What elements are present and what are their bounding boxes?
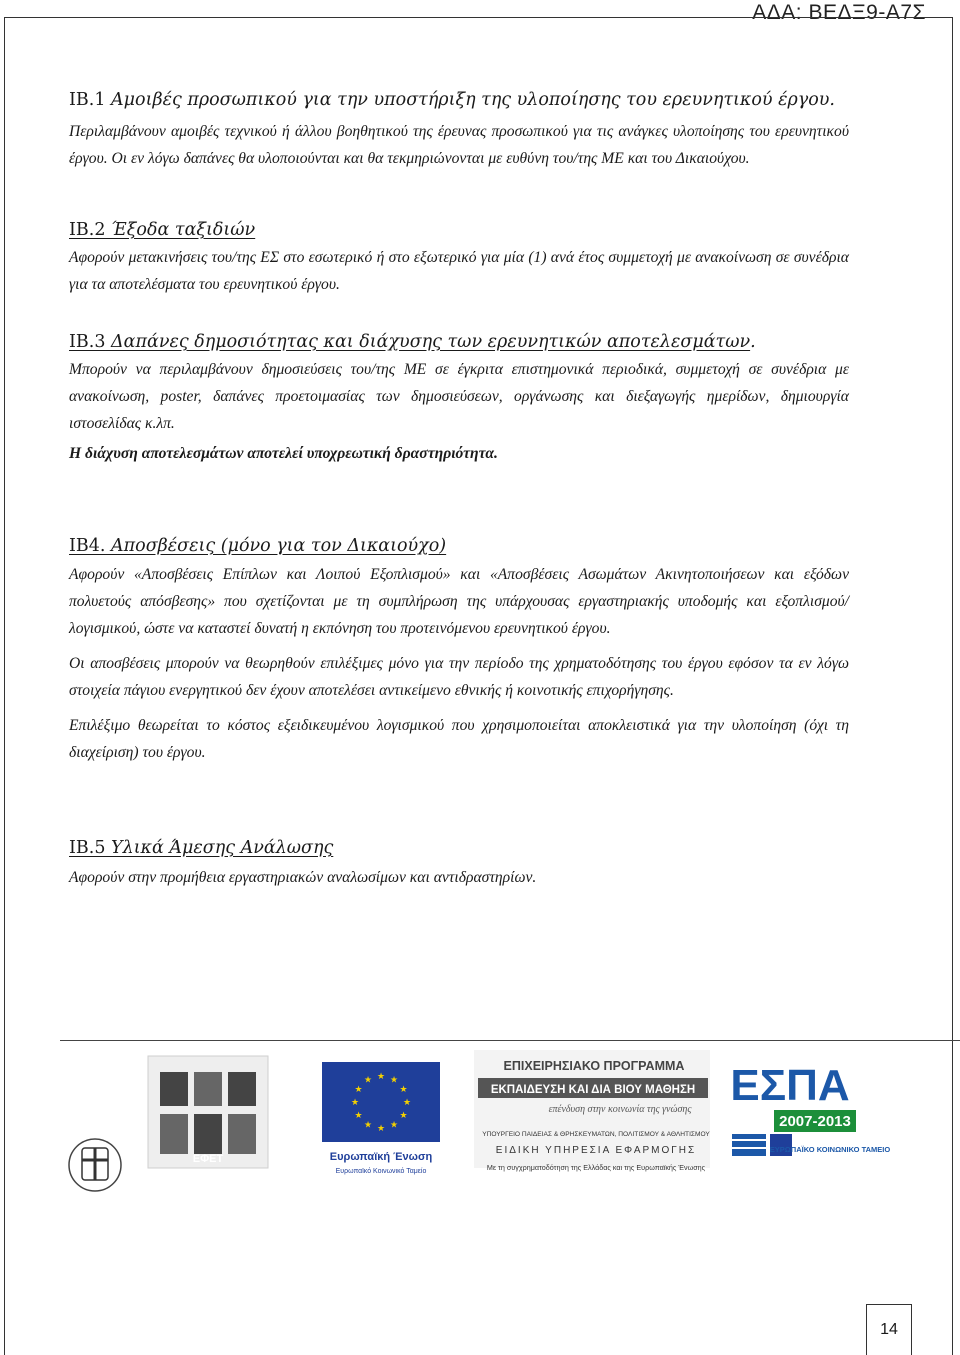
- section-ib3-title: Δαπάνες δημοσιότητας και διάχυσης των ερευνητικών αποτελεσμάτων: [105, 332, 751, 352]
- section-ib5-title: Υλικά Άμεσης Ανάλωσης: [105, 838, 334, 858]
- section-ib5-heading: [69, 836, 849, 861]
- eft-logo: [148, 1056, 268, 1168]
- eu-star: ★: [376, 1072, 386, 1082]
- section-ib1-number: ΙΒ.1: [69, 90, 106, 110]
- eu-label: Ευρωπαϊκή Ένωση: [329, 1151, 433, 1163]
- eu-star: ★: [399, 1085, 408, 1095]
- cofinance-note: Με τη συγχρηματοδότηση της Ελλάδας και της Ευρωπαϊκής Ένωσης: [486, 1163, 706, 1172]
- eu-star: ★: [376, 1124, 386, 1134]
- section-ib3-bold-note: Η διάχυση αποτελεσμάτων αποτελεί υποχρεωτική δραστηριότητα.: [69, 445, 498, 462]
- section-ib3-number: ΙΒ.3: [69, 332, 106, 352]
- section-ib4-paragraph-3: Επιλέξιμο θεωρείται το κόστος εξειδικευμένου λογισμικού που χρησιμοποιείται αποκλειστικά για την υλοποίηση (όχι τη διαχείριση) του έργου.: [69, 717, 849, 761]
- eu-star: ★: [399, 1111, 408, 1121]
- ministry-name: ΥΠΟΥΡΓΕΙΟ ΠΑΙΔΕΙΑΣ & ΘΡΗΣΚΕΥΜΑΤΩΝ, ΠΟΛΙΤΙΣΜΟΥ & ΑΘΛΗΤΙΣΜΟΥ: [482, 1131, 710, 1138]
- section-ib4-paragraph-2: Οι αποσβέσεις μπορούν να θεωρηθούν επιλέξιμες μόνο για την περίοδο της χρηματοδότησης του έργου εφόσον τα εν λόγω στοιχεία πάγιου ενεργητικού δεν έχουν αποτελέσει αντικείμενο εθνικής ή κοινοτικής επιχορήγησης.: [69, 655, 849, 699]
- espa-title: ΕΣΠΑ: [730, 1061, 850, 1110]
- section-ib2-number: ΙΒ.2: [69, 220, 106, 240]
- eu-star: ★: [402, 1098, 412, 1108]
- section-ib5-paragraph: Αφορούν στην προμήθεια εργαστηριακών αναλωσίμων και αντιδραστηρίων.: [69, 869, 537, 886]
- eu-star: ★: [350, 1098, 360, 1108]
- program-banner: [474, 1050, 710, 1172]
- section-ib1-paragraph: Περιλαμβάνουν αμοιβές τεχνικού ή άλλου βοηθητικού της έρευνας προσωπικού για τις ανάγκες υλοποίησης του ερευνητικού έργου. Οι εν λόγω δαπάνες θα υλοποιούνται και θα τεκμηριώνονται με ευθύνη του/της ΜΕ και του Δικαιούχου.: [69, 123, 849, 167]
- section-ib3-paragraph: Μπορούν να περιλαμβάνουν δημοσιεύσεις του/της ΜΕ σε έγκριτα επιστημονικά περιοδικά, συμμετοχή σε συνέδρια με ανακοίνωση, poster, δαπάνες προετοιμασίας των δημοσιεύσεων, οργάνωσης και διεξαγωγής ημερίδων, δημιουργία ιστοσελίδας κ.λπ.: [69, 361, 849, 432]
- section-ib3-heading: [69, 330, 849, 355]
- espa-logo: [728, 1050, 910, 1170]
- eu-flag-logo: [322, 1062, 440, 1175]
- section-ib4-title: Αποσβέσεις (μόνο για τον Δικαιούχο): [105, 536, 447, 556]
- greek-emblem-logo: [69, 1139, 121, 1191]
- footer-logo-strip: [60, 1040, 960, 1200]
- section-ib2-title: Έξοδα ταξιδιών: [105, 220, 256, 240]
- section-ib2-heading: [69, 218, 849, 243]
- eu-star: ★: [354, 1085, 363, 1095]
- page-number: 14: [866, 1304, 912, 1355]
- section-ib4-heading: [69, 534, 849, 559]
- section-ib4-paragraph-1: Αφορούν «Αποσβέσεις Επίπλων και Λοιπού Εξοπλισμού» και «Αποσβέσεις Ασωμάτων Ακινητοποιήσεων και εξόδων πολυετούς απόσβεσης» που σχετίζονται με τη συμπλήρωση της υπάρχουσας εργαστηριακής υποδομής και εξοπλισμού/λογισμικού, ώστε να καταστεί δυνατή η εκπόνηση του προτεινόμενου ερευνητικού έργου.: [69, 566, 849, 637]
- section-ib4-number: ΙΒ4.: [69, 536, 106, 556]
- espa-years: 2007-2013: [779, 1113, 851, 1130]
- section-ib2-paragraph: Αφορούν μετακινήσεις του/της ΕΣ στο εσωτερικό ή στο εξωτερικό για μία (1) ανά έτος συμμετοχή με ανακοίνωση σε συνέδρια για τα αποτελέσματα του ερευνητικού έργου.: [69, 249, 849, 293]
- eft-logo-text: ΕΦΕΤ: [192, 1153, 224, 1165]
- program-slogan: επένδυση στην κοινωνία της γνώσης: [548, 1104, 692, 1115]
- section-ib1-heading: [69, 88, 849, 113]
- espa-fund: ΕΥΡΩΠΑΪΚΟ ΚΟΙΝΩΝΙΚΟ ΤΑΜΕΙΟ: [769, 1145, 891, 1154]
- section-ib5-number: ΙΒ.5: [69, 838, 106, 858]
- document-body: [69, 88, 849, 891]
- eu-star: ★: [354, 1111, 363, 1121]
- program-title: ΕΠΙΧΕΙΡΗΣΙΑΚΟ ΠΡΟΓΡΑΜΜΑ: [503, 1059, 685, 1073]
- eu-star: ★: [389, 1120, 399, 1131]
- program-subtitle: ΕΚΠΑΙΔΕΥΣΗ ΚΑΙ ΔΙΑ ΒΙΟΥ ΜΑΘΗΣΗ: [490, 1084, 696, 1096]
- section-ib1-title: Αμοιβές προσωπικού για την υποστήριξη της υλοποίησης του ερευνητικού έργου.: [105, 90, 835, 110]
- eu-star: ★: [389, 1075, 399, 1086]
- eu-star: ★: [363, 1120, 373, 1131]
- ada-code: ΑΔΑ: ΒΕΔΞ9-Α7Σ: [752, 1, 926, 24]
- eu-star: ★: [363, 1075, 373, 1086]
- section-ib3-title-tail: .: [750, 332, 756, 352]
- eu-sublabel: Ευρωπαϊκό Κοινωνικό Ταμείο: [335, 1168, 427, 1175]
- special-service: ΕΙΔΙΚΗ ΥΠΗΡΕΣΙΑ ΕΦΑΡΜΟΓΗΣ: [495, 1145, 697, 1156]
